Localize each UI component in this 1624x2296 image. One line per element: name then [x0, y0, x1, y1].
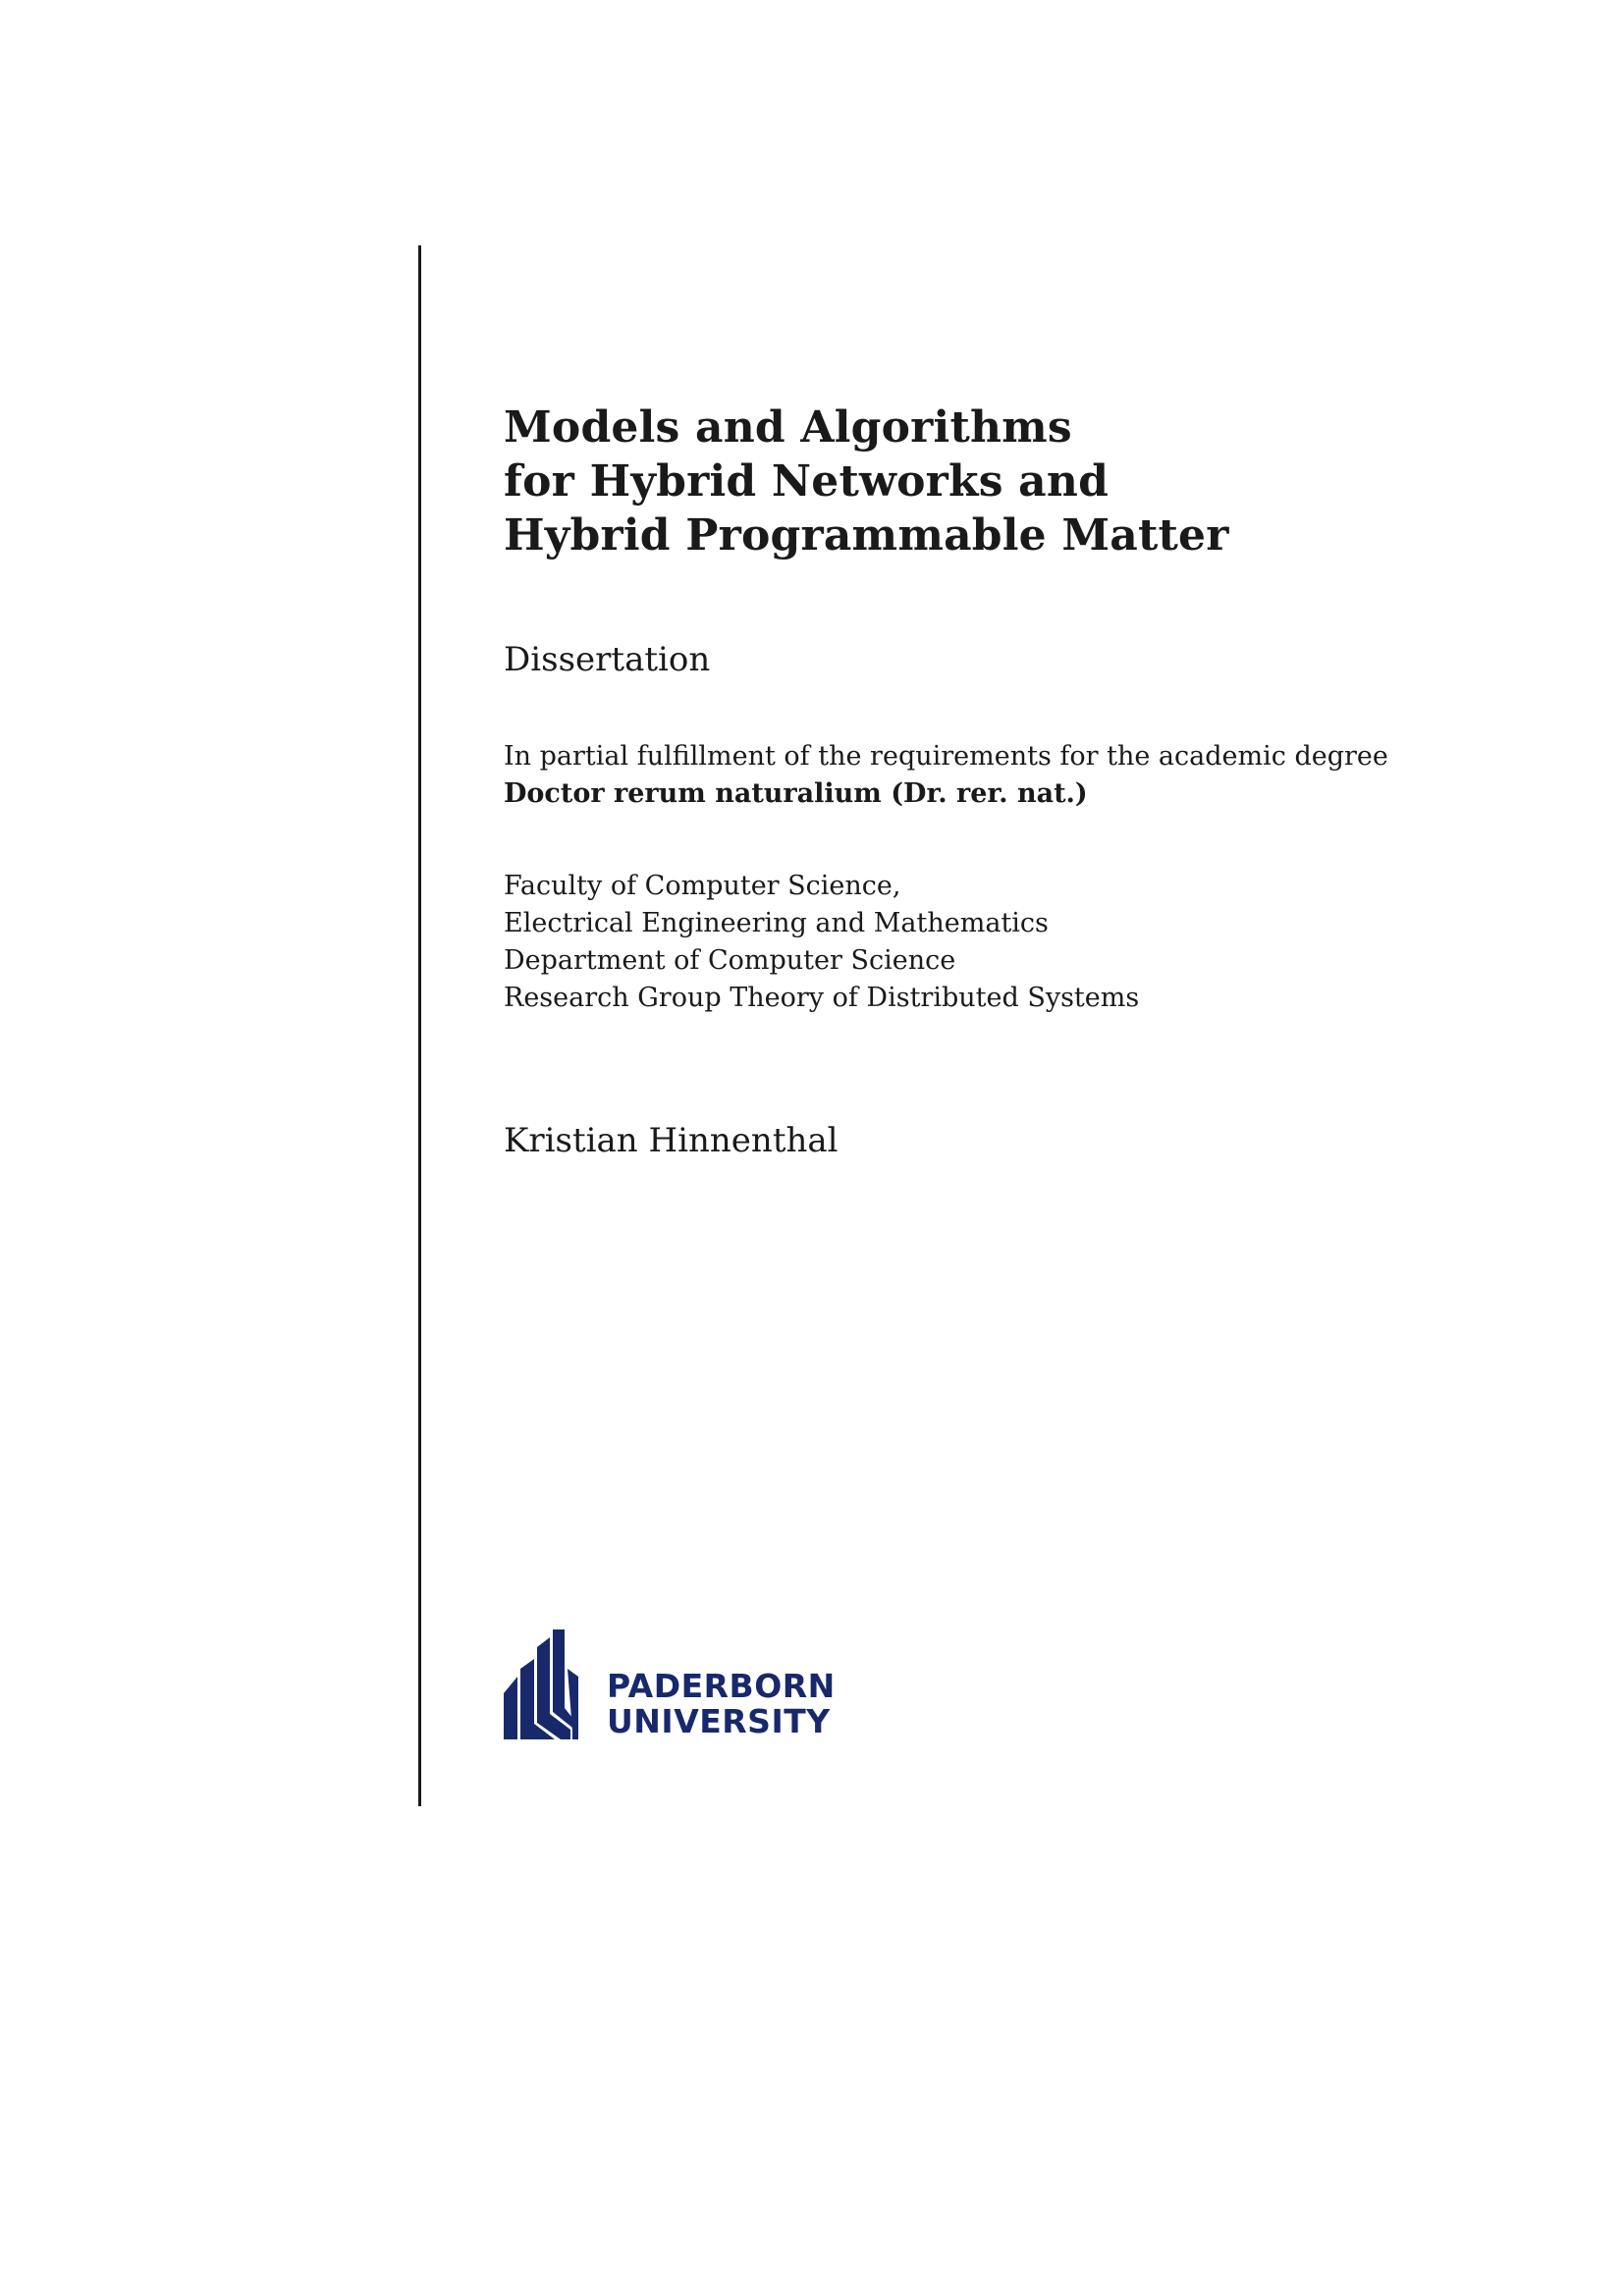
affiliation: [504, 868, 1139, 1017]
author-name: Kristian Hinnenthal: [504, 1121, 839, 1160]
degree-name: Doctor rerum naturalium (Dr. rer. nat.): [504, 778, 1088, 809]
university-logo: [504, 1629, 838, 1747]
thesis-title-line: Hybrid Programmable Matter: [504, 510, 1229, 561]
affiliation-line: Electrical Engineering and Mathematics: [504, 908, 1049, 938]
affiliation-line: Faculty of Computer Science,: [504, 871, 901, 901]
logo-line2: UNIVERSITY: [607, 1702, 831, 1740]
thesis-title-line: Models and Algorithms: [504, 402, 1072, 453]
degree-intro: In partial fulfillment of the requirements for the academic degree: [504, 741, 1388, 772]
affiliation-line: Department of Computer Science: [504, 945, 956, 976]
thesis-title: [504, 400, 1229, 562]
vertical-rule: [418, 245, 421, 1806]
university-logo-text: [607, 1669, 836, 1739]
university-logo-icon: [504, 1629, 602, 1747]
degree-statement: [504, 738, 1388, 813]
affiliation-line: Research Group Theory of Distributed Systems: [504, 983, 1140, 1013]
thesis-title-line: for Hybrid Networks and: [504, 456, 1110, 507]
document-type: Dissertation: [504, 640, 711, 679]
logo-line1: PADERBORN: [607, 1667, 836, 1705]
